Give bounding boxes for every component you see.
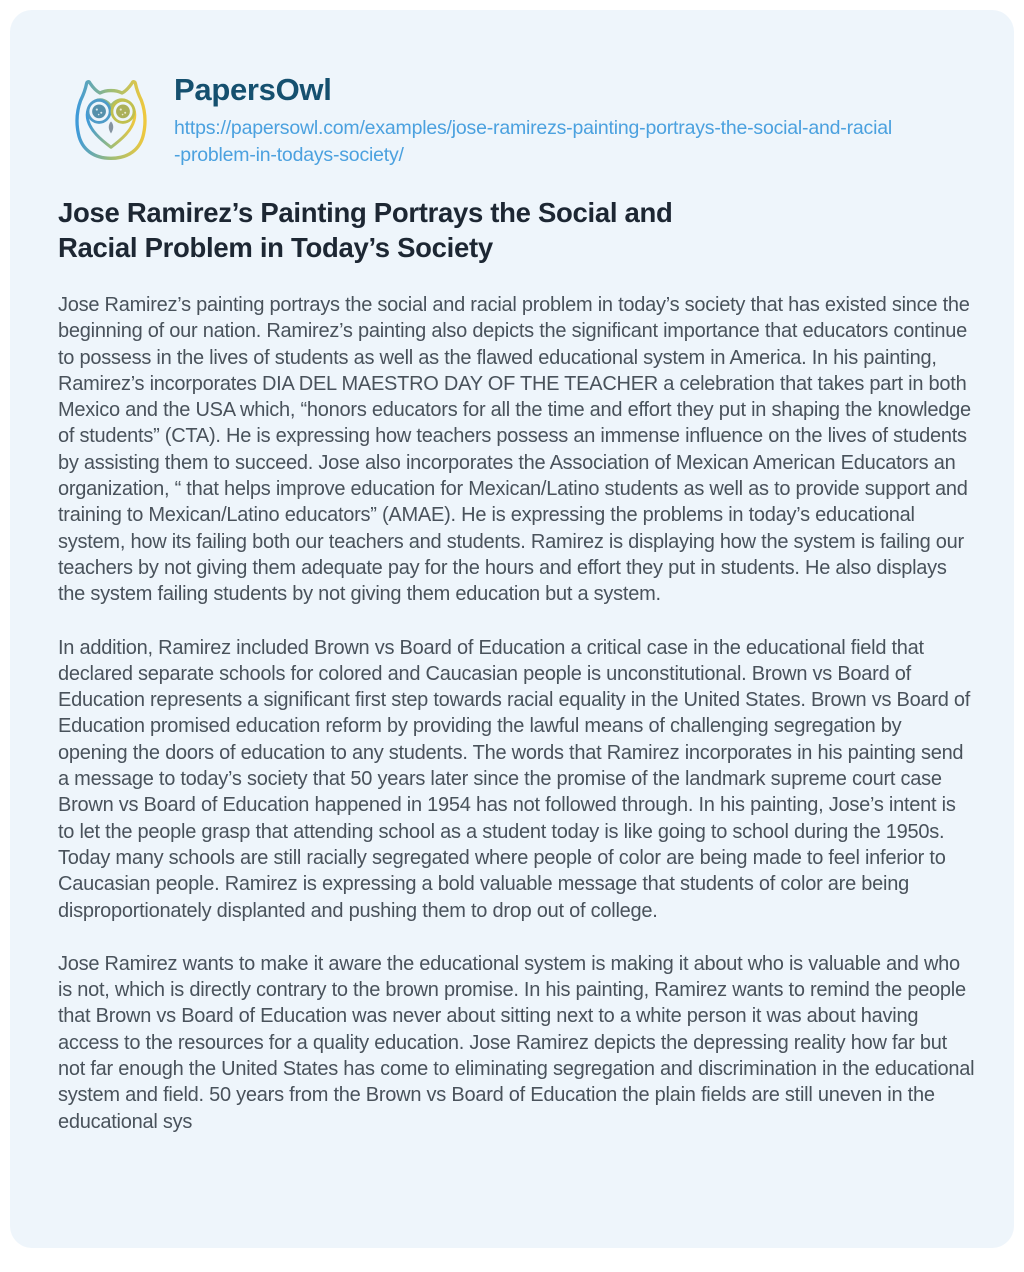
source-url-link[interactable]: https://papersowl.com/examples/jose-ramirezs-painting-portrays-the-social-and-racial-problem-in-todays-society/ xyxy=(174,117,892,166)
paragraph-1: Jose Ramirez’s painting portrays the social and racial problem in today’s society that has existed since the beginning of our nation. Ramirez’s painting also depicts the significant importance that educators continue to possess in the lives of students as well as the flawed educational system in America. In his painting, Ramirez’s incorporates DIA DEL MAESTRO DAY OF THE TEACHER a celebration that takes part in both Mexico and the USA which, “honors educators for all the time and effort they put in shaping the knowledge of students” (CTA). He is expressing how teachers possess an immense influence on the lives of students by assisting them to succeed. Jose also incorporates the Association of Mexican American Educators an organization, “ that helps improve education for Mexican/Latino students as well as to provide support and training to Mexican/Latino educators” (AMAE). He is expressing the problems in today’s educational system, how its failing both our teachers and students. Ramirez is displaying how the system is failing our teachers by not giving them adequate pay for the hours and effort they put in students. He also displays the system failing students by not giving them education but a system. xyxy=(58,294,971,606)
article xyxy=(58,195,976,1135)
content-card xyxy=(10,10,1014,1248)
brand-block xyxy=(174,70,896,169)
paragraph-3: Jose Ramirez wants to make it aware the educational system is making it about who is valuable and who is not, which is directly contrary to the brown promise. In his painting, Ramirez wants to remind the people that Brown vs Board of Education was never about sitting next to a white person it was about having access to the resources for a quality education. Jose Ramirez depicts the depressing reality how far but not far enough the United States has come to eliminating segregation and discrimination in the educational system and field. 50 years from the Brown vs Board of Education the plain fields are still uneven in the educational sys xyxy=(58,952,975,1133)
brand-name: PapersOwl xyxy=(174,72,332,107)
page-title: Jose Ramirez’s Painting Portrays the Social and Racial Problem in Today’s Society xyxy=(58,197,673,263)
owl-logo-icon xyxy=(65,70,157,162)
header xyxy=(65,70,976,169)
paragraph-2: In addition, Ramirez included Brown vs Board of Education a critical case in the educational field that declared separate schools for colored and Caucasian people is unconstitutional. Brown vs Board of Education represents a significant first step towards racial equality in the United States. Brown vs Board of Education promised education reform by providing the lawful means of challenging segregation by opening the doors of education to any students. The words that Ramirez incorporates in his painting send a message to today’s society that 50 years later since the promise of the landmark supreme court case Brown vs Board of Education happened in 1954 has not followed through. In his painting, Jose’s intent is to let the people grasp that attending school as a student today is like going to school during the 1950s. Today many schools are still racially segregated where people of color are being made to feel inferior to Caucasian people. Ramirez is expressing a bold valuable message that students of color are being disproportionately displanted and pushing them to drop out of college. xyxy=(58,636,971,922)
